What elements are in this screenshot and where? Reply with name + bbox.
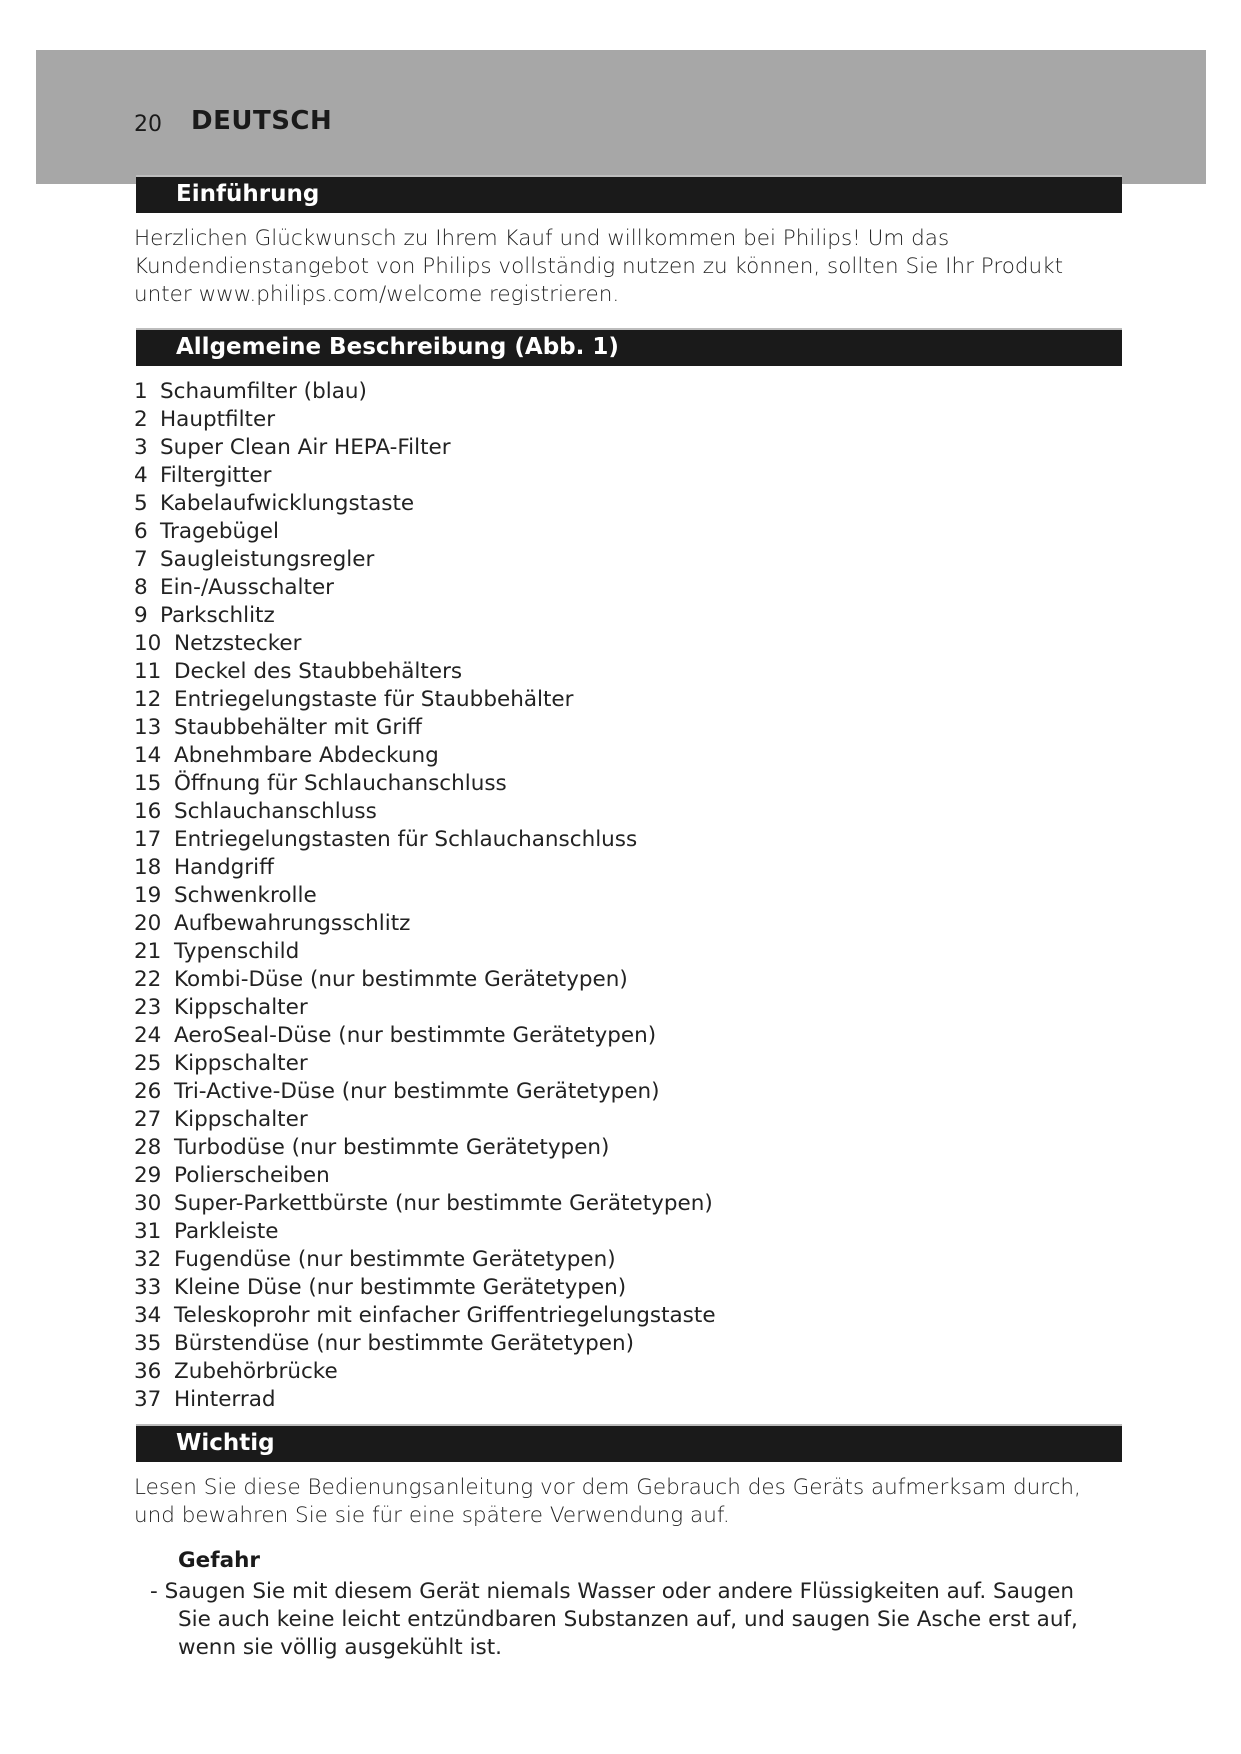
list-item-label: Super-Parkettbürste (nur bestimmte Gerätetypen): [174, 1191, 713, 1216]
list-item-label: Aufbewahrungsschlitz: [174, 911, 411, 936]
section-title: Allgemeine Beschreibung (Abb. 1): [176, 334, 619, 360]
list-item: [134, 1106, 716, 1134]
list-item: [134, 826, 716, 854]
list-item-label: Netzstecker: [174, 631, 302, 656]
parts-list: [134, 378, 716, 1414]
list-item-number: 20: [134, 911, 162, 936]
list-item-label: Saugleistungsregler: [160, 547, 375, 572]
list-item-label: Deckel des Staubbehälters: [174, 659, 463, 684]
page-number: 20: [134, 112, 162, 137]
list-item: [134, 938, 716, 966]
list-item: [134, 714, 716, 742]
list-item: [134, 1302, 716, 1330]
list-item-label: Schaumfilter (blau): [160, 379, 367, 404]
list-item-label: Öffnung für Schlauchanschluss: [174, 771, 507, 796]
list-item-label: Hauptfilter: [160, 407, 276, 432]
list-item-number: 37: [134, 1387, 162, 1412]
list-item-number: 33: [134, 1275, 162, 1300]
list-item-label: Kabelaufwicklungstaste: [160, 491, 415, 516]
list-item-number: 10: [134, 631, 162, 656]
list-item-label: Entriegelungstaste für Staubbehälter: [174, 687, 574, 712]
list-item-label: Super Clean Air HEPA-Filter: [160, 435, 451, 460]
list-item: [134, 966, 716, 994]
list-item-number: 21: [134, 939, 162, 964]
list-item-number: 5: [134, 491, 148, 516]
list-item-number: 35: [134, 1331, 162, 1356]
list-item: [134, 1246, 716, 1274]
list-item-number: 23: [134, 995, 162, 1020]
list-item-number: 12: [134, 687, 162, 712]
list-item-label: Tri-Active-Düse (nur bestimmte Gerätetypen): [174, 1079, 660, 1104]
list-item-number: 15: [134, 771, 162, 796]
list-item-label: Schlauchanschluss: [174, 799, 377, 824]
list-item-label: Tragebügel: [160, 519, 279, 544]
list-item: [134, 770, 716, 798]
list-item-number: 4: [134, 463, 148, 488]
list-item-label: Kippschalter: [174, 1107, 308, 1132]
list-item: [134, 742, 716, 770]
list-item-label: Schwenkrolle: [174, 883, 317, 908]
list-item-label: Kippschalter: [174, 1051, 308, 1076]
list-item: [134, 546, 716, 574]
list-item: [134, 630, 716, 658]
list-item: [134, 1134, 716, 1162]
section-heading-description: [136, 330, 1122, 366]
list-item-number: 22: [134, 967, 162, 992]
list-item-number: 17: [134, 827, 162, 852]
list-item: [134, 882, 716, 910]
list-item-number: 9: [134, 603, 148, 628]
list-item: [134, 378, 716, 406]
list-item-number: 32: [134, 1247, 162, 1272]
list-item-label: Zubehörbrücke: [174, 1359, 338, 1384]
list-item-label: Kippschalter: [174, 995, 308, 1020]
section-title: Wichtig: [176, 1430, 275, 1456]
list-item-label: Bürstendüse (nur bestimmte Gerätetypen): [174, 1331, 635, 1356]
danger-heading: Gefahr: [178, 1548, 261, 1573]
list-item: [134, 1218, 716, 1246]
list-item-label: Handgriff: [174, 855, 274, 880]
list-item-label: Fugendüse (nur bestimmte Gerätetypen): [174, 1247, 616, 1272]
list-item: [134, 1330, 716, 1358]
list-item-number: 16: [134, 799, 162, 824]
section-heading-intro: [136, 177, 1122, 213]
list-item-label: Polierscheiben: [174, 1163, 330, 1188]
list-item: [134, 798, 716, 826]
list-item-label: Filtergitter: [160, 463, 272, 488]
list-item-number: 11: [134, 659, 162, 684]
list-item-number: 26: [134, 1079, 162, 1104]
list-item: [134, 1022, 716, 1050]
list-item-label: Hinterrad: [174, 1387, 276, 1412]
list-item: [134, 1050, 716, 1078]
list-item-label: Parkschlitz: [160, 603, 275, 628]
list-item: [134, 1386, 716, 1414]
list-item-label: Parkleiste: [174, 1219, 279, 1244]
list-item: [134, 1274, 716, 1302]
list-item-number: 28: [134, 1135, 162, 1160]
important-paragraph: Lesen Sie diese Bedienungsanleitung vor dem Gebrauch des Geräts aufmerksam durch, und bewahren Sie sie für eine spätere Verwendung auf.: [134, 1475, 1081, 1528]
list-item: [134, 518, 716, 546]
list-item-number: 36: [134, 1359, 162, 1384]
section-title: Einführung: [176, 181, 320, 207]
list-item-number: 29: [134, 1163, 162, 1188]
list-item-label: Entriegelungstasten für Schlauchanschluss: [174, 827, 638, 852]
list-item-label: Turbodüse (nur bestimmte Gerätetypen): [174, 1135, 610, 1160]
list-item: [134, 994, 716, 1022]
list-item-label: Typenschild: [174, 939, 300, 964]
list-item: [134, 434, 716, 462]
list-item-label: Staubbehälter mit Griff: [174, 715, 422, 740]
list-item-label: Teleskoprohr mit einfacher Griffentriegelungstaste: [174, 1303, 716, 1328]
list-item: [134, 490, 716, 518]
list-item-number: 25: [134, 1051, 162, 1076]
list-item-number: 18: [134, 855, 162, 880]
list-item: [134, 686, 716, 714]
list-item: [134, 574, 716, 602]
list-item: [134, 1358, 716, 1386]
list-item-number: 34: [134, 1303, 162, 1328]
section-heading-important: [136, 1426, 1122, 1462]
intro-paragraph: Herzlichen Glückwunsch zu Ihrem Kauf und willkommen bei Philips! Um das Kundendienstangebot von Philips vollständig nutzen zu können, sollten Sie Ihr Produkt unter www.philips.com/welcome registrieren.: [134, 226, 1064, 307]
list-item-label: Kombi-Düse (nur bestimmte Gerätetypen): [174, 967, 628, 992]
list-item-number: 7: [134, 547, 148, 572]
list-item-label: Ein-/Ausschalter: [160, 575, 335, 600]
language-title: DEUTSCH: [191, 106, 333, 136]
list-item-number: 8: [134, 575, 148, 600]
list-item: [134, 1162, 716, 1190]
list-item: [134, 1078, 716, 1106]
list-item-number: 3: [134, 435, 148, 460]
list-item-number: 31: [134, 1219, 162, 1244]
list-item-label: Abnehmbare Abdeckung: [174, 743, 439, 768]
list-item: [134, 406, 716, 434]
list-item: [134, 462, 716, 490]
list-item-label: Kleine Düse (nur bestimmte Gerätetypen): [174, 1275, 627, 1300]
list-item: [134, 658, 716, 686]
list-item: [134, 854, 716, 882]
list-item: [134, 910, 716, 938]
list-item: [134, 1190, 716, 1218]
list-item-number: 13: [134, 715, 162, 740]
list-item-number: 6: [134, 519, 148, 544]
list-item-number: 27: [134, 1107, 162, 1132]
list-item-number: 14: [134, 743, 162, 768]
list-item-number: 2: [134, 407, 148, 432]
list-item-number: 19: [134, 883, 162, 908]
list-item-number: 1: [134, 379, 148, 404]
list-item-number: 30: [134, 1191, 162, 1216]
list-item-number: 24: [134, 1023, 162, 1048]
list-item: [134, 602, 716, 630]
list-item-label: AeroSeal-Düse (nur bestimmte Gerätetypen): [174, 1023, 657, 1048]
danger-bullet: - Saugen Sie mit diesem Gerät niemals Wasser oder andere Flüssigkeiten auf. Saugen Sie auch keine leicht entzündbaren Substanzen auf, und saugen Sie Asche erst auf, wenn sie völlig ausgekühlt ist.: [150, 1579, 1078, 1660]
